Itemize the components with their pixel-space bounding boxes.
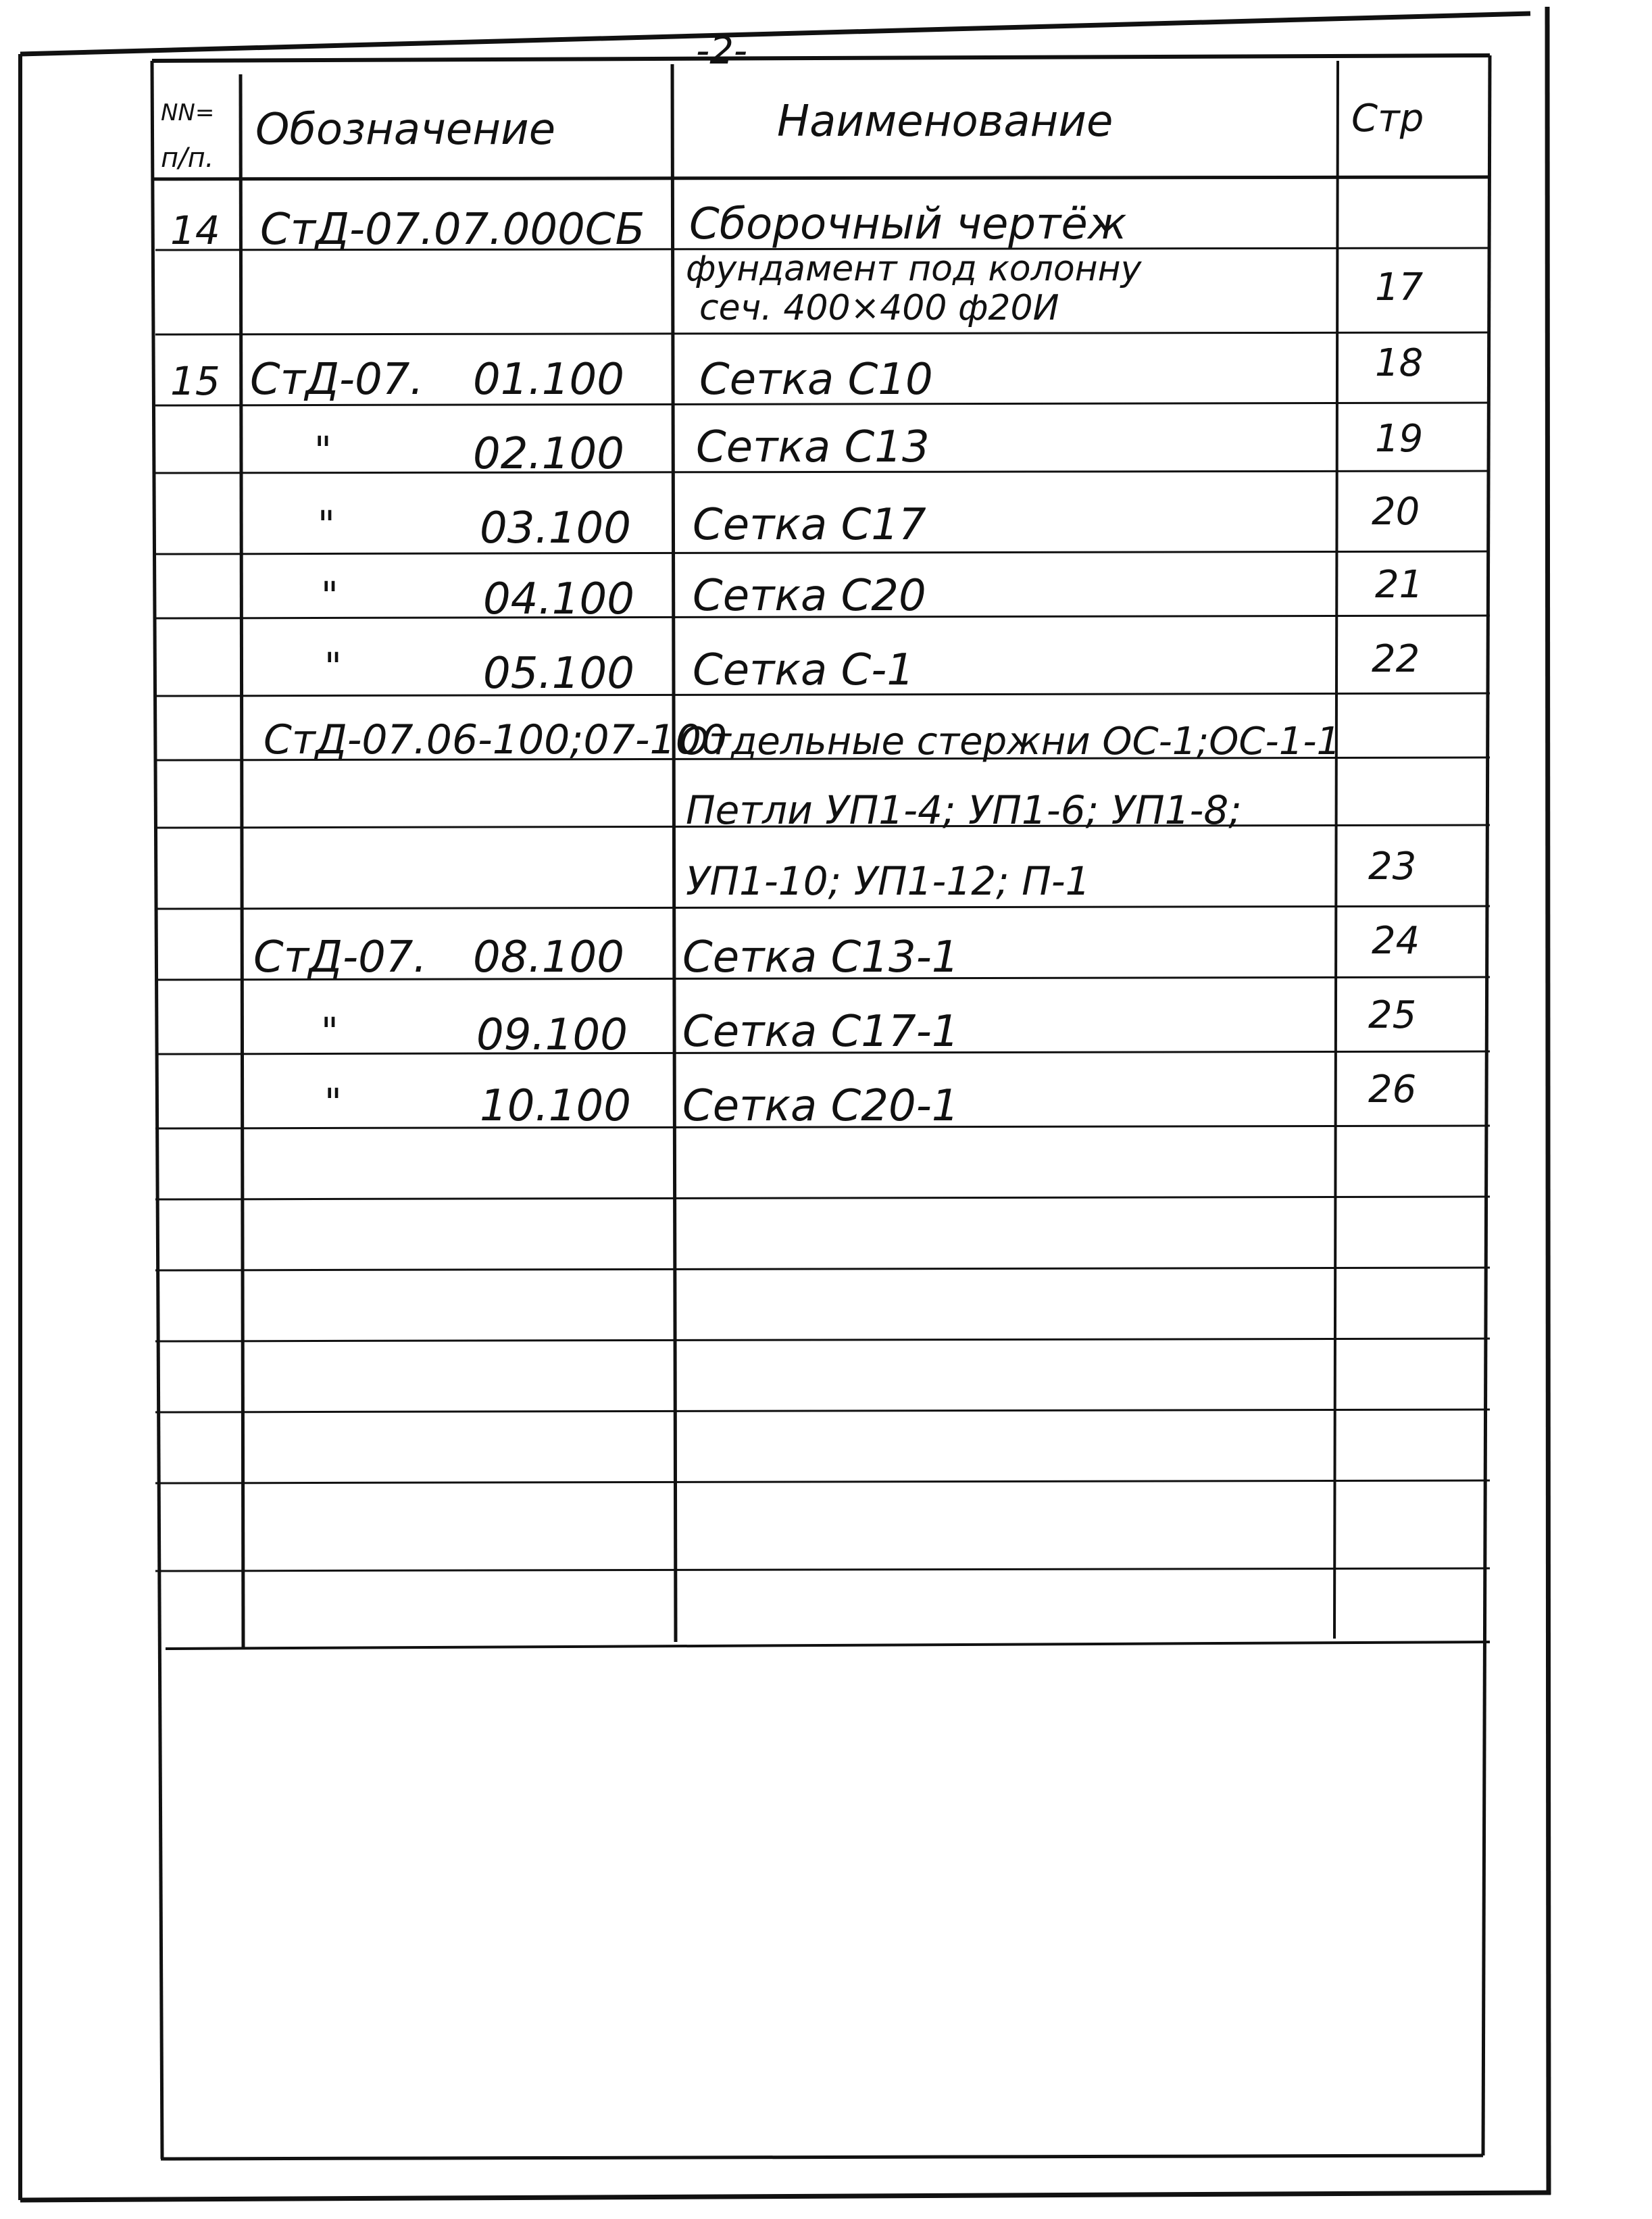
row-number: 14 xyxy=(170,207,220,253)
row-page: 24 xyxy=(1372,919,1420,963)
row-code: 03.100 xyxy=(480,503,631,553)
row-page: 19 xyxy=(1375,417,1424,461)
row-name: Сетка С20 xyxy=(693,571,926,621)
header-number-line2: п/п. xyxy=(161,143,214,174)
row-name: Сетка С17-1 xyxy=(682,1007,959,1057)
row-name: Сетка С13 xyxy=(696,422,930,472)
row-name: Сетка С10 xyxy=(699,355,933,405)
row-designation: СтД-07.07.000СБ xyxy=(260,205,645,255)
row-number: 15 xyxy=(170,358,220,404)
row-page: 25 xyxy=(1368,993,1417,1037)
row-page: 18 xyxy=(1375,341,1424,385)
row-code: 09.100 xyxy=(476,1010,628,1060)
row-code: 04.100 xyxy=(483,574,634,624)
row-designation: " xyxy=(314,429,332,473)
row-designation: " xyxy=(324,645,342,689)
row-code: 05.100 xyxy=(483,649,634,699)
row-name: Сборочный чертёж xyxy=(689,199,1127,249)
row-name: Петли УП1-4; УП1-6; УП1-8; xyxy=(686,787,1242,833)
header-number-line1: NN= xyxy=(161,99,215,126)
row-designation: СтД-07. xyxy=(253,932,427,982)
row-name: Сетка С20-1 xyxy=(682,1081,959,1131)
row-page: 20 xyxy=(1372,490,1420,534)
row-designation: " xyxy=(321,574,339,618)
row-designation: СтД-07.06-100;07-100 xyxy=(264,716,728,764)
row-name: сеч. 400×400 ф20И xyxy=(699,288,1059,328)
header-name: Наименование xyxy=(777,97,1113,147)
row-page: 26 xyxy=(1368,1068,1417,1112)
row-name: фундамент под колонну xyxy=(686,249,1142,289)
row-code: 01.100 xyxy=(473,355,624,405)
row-name: Сетка С-1 xyxy=(693,645,915,695)
row-code: 02.100 xyxy=(473,429,624,479)
row-designation: " xyxy=(321,1010,339,1054)
row-designation: " xyxy=(324,1081,342,1125)
row-name: Сетка С13-1 xyxy=(682,932,959,982)
row-designation: " xyxy=(318,503,335,547)
row-name: Сетка С17 xyxy=(693,500,926,550)
header-page: Стр xyxy=(1351,97,1424,141)
row-name: УП1-10; УП1-12; П-1 xyxy=(686,858,1091,904)
header-designation: Обозначение xyxy=(255,105,556,155)
row-page: 21 xyxy=(1375,563,1424,607)
row-name: Отдельные стержни ОС-1;ОС-1-1 xyxy=(679,720,1341,764)
row-page: 23 xyxy=(1368,845,1417,889)
row-code: 10.100 xyxy=(480,1081,631,1131)
page-number: -2- xyxy=(696,29,748,73)
row-code: 08.100 xyxy=(473,932,624,982)
row-page: 17 xyxy=(1375,266,1424,309)
row-page: 22 xyxy=(1372,637,1420,681)
row-designation: СтД-07. xyxy=(250,355,424,405)
